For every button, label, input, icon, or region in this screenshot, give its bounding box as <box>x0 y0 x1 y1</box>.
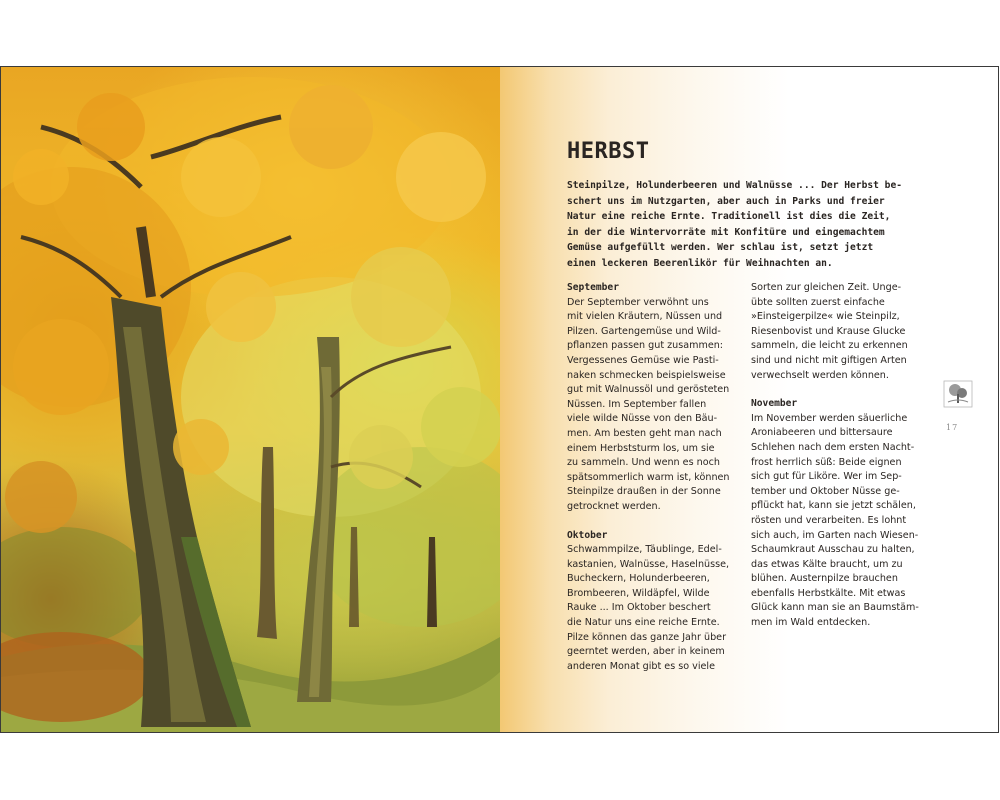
forest-illustration <box>1 67 500 732</box>
text-column-right <box>751 281 926 631</box>
section-text-september: Der September verwöhnt uns mit vielen Kräutern, Nüssen und Pilzen. Gartengemüse und Wild- pflanzen passen gut zusammen: Vergessenes Gemüse wie Pasti- naken schmecken beispielsweise gut mit Walnussöl und gerösteten Nüssen. Im September fallen viele wilde Nüsse von den Bäu- men. Am besten geht man nach einem Herbststurm los, um sie zu sammeln. Und wenn es noch spätsommerlich warm ist, können Steinpilze draußen in der Sonne getrocknet werden. <box>567 296 730 512</box>
book-spread <box>0 66 999 733</box>
section-heading-september: September <box>567 282 619 293</box>
section-heading-november: November <box>751 398 798 410</box>
section-text-oktober: Schwammpilze, Täublinge, Edel- kastanien, Walnüsse, Haselnüsse, Bucheckern, Holunderbeeren, Brombeeren, Wildäpfel, Wilde Rauke ... Im Oktober beschert die Natur uns eine reiche Ernte. Pilze können das ganze Jahr über geerntet werden, aber in keinem anderen Monat gibt es so viele <box>567 544 730 672</box>
tree-season-icon <box>943 380 973 410</box>
autumn-forest-photo <box>1 67 500 732</box>
intro-paragraph: Steinpilze, Holunderbeeren und Walnüsse ... Der Herbst be- schert uns im Nutzgarten, aber auch in Parks und freier Natur eine reiche Ernte. Traditionell ist dies die Zeit, in der die Wintervorräte mit Konfitüre und eingemachtem Gemüse aufgefüllt werden. Wer schlau ist, setzt jetzt einen leckeren Beerenlikör für Weihnachten an. <box>567 180 903 269</box>
page-number: 17 <box>946 423 959 432</box>
text-column-left <box>567 281 742 674</box>
section-heading-oktober: Oktober <box>567 529 608 541</box>
page-title: HERBST <box>567 139 650 164</box>
section-text-november: Im November werden säuerliche Aroniabeeren und bittersaure Schlehen nach dem ersten Nacht- frost herrlich süß: Beide eignen sich gut für Liköre. Wer im Sep- tember und Oktober Nüsse ge- pflückt hat, kann sie jetzt schälen, rösten und verarbeiten. Es lohnt sich auch, im Garten nach Wiesen- Schaumkraut Ausschau zu halten, das etwas Kälte braucht, um zu blühen. Austernpilze brauchen ebenfalls Herbstkälte. Mit etwas Glück kann man sie an Baumstäm- men im Wald entdecken. <box>751 412 919 629</box>
text-page <box>500 67 998 732</box>
section-text-oktober-continued: Sorten zur gleichen Zeit. Unge- übte sollten zuerst einfache »Einsteigerpilze« wie Steinpilz, Riesenbovist und Krause Glucke sammeln, die leicht zu erkennen sind und nicht mit giftigen Arten verwechselt werden können. <box>751 282 908 381</box>
